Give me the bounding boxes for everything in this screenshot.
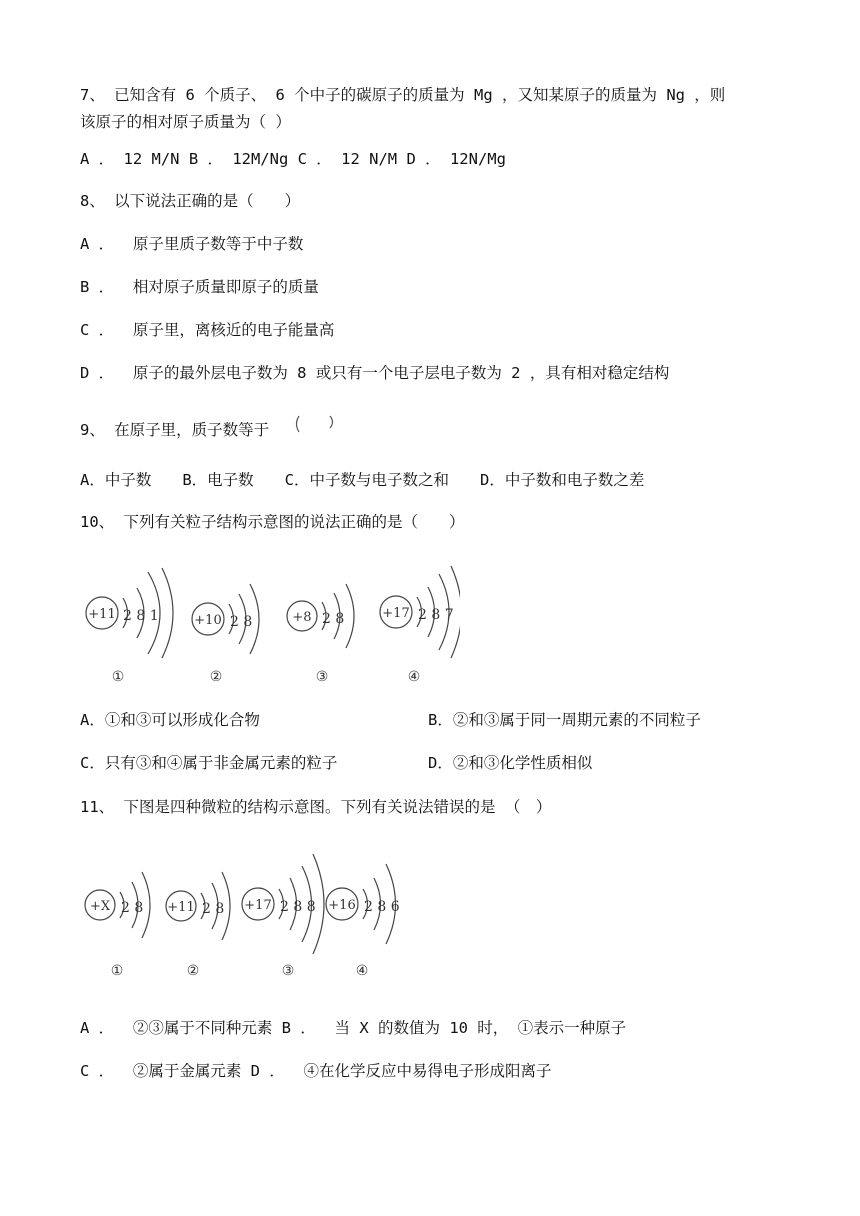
q10-electrons-4: 2 8 7 xyxy=(418,607,454,623)
q7-stem-line1: 7、 已知含有 6 个质子、 6 个中子的碳原子的质量为 Mg ，又知某原子的质量为 Ng ，则 xyxy=(80,86,726,104)
q10-atomic-structure-diagrams xyxy=(80,560,460,690)
q8-option-b: B ． 相对原子质量即原子的质量 xyxy=(80,278,319,296)
q10-stem: 10、 下列有关粒子结构示意图的说法正确的是（ ） xyxy=(80,513,465,531)
answer-blank-parentheses xyxy=(292,412,352,438)
q7-stem-line2: 该原子的相对原子质量为（ ） xyxy=(80,113,291,131)
q10-option-a: A．①和③可以形成化合物 xyxy=(80,711,260,729)
q11-nucleus-4: +16 xyxy=(328,898,356,913)
q11-options-a-b: A ． ②③属于不同种元素 B ． 当 X 的数值为 10 时， ①表示一种原子 xyxy=(80,1019,627,1037)
q10-label-4: ④ xyxy=(407,669,421,685)
q11-nucleus-2: +11 xyxy=(167,900,195,915)
q10-label-2: ② xyxy=(209,669,223,685)
q11-electrons-3: 2 8 8 xyxy=(280,899,316,915)
q10-label-3: ③ xyxy=(315,669,329,685)
q11-label-1: ① xyxy=(110,963,124,979)
q10-electrons-1: 2 8 1 xyxy=(123,608,159,624)
q11-atomic-structure-diagrams xyxy=(80,848,410,983)
q9-stem: 9、 在原子里，质子数等于 xyxy=(80,421,270,439)
q11-nucleus-1: +X xyxy=(89,899,111,914)
q10-option-d: D．②和③化学性质相似 xyxy=(428,754,593,772)
q10-option-c: C．只有③和④属于非金属元素的粒子 xyxy=(80,754,338,772)
q11-electrons-4: 2 8 6 xyxy=(364,899,400,915)
q11-label-2: ② xyxy=(186,963,200,979)
q9-options: A．中子数 B．电子数 C．中子数与电子数之和 D．中子数和电子数之差 xyxy=(80,471,645,489)
q7-options: A ． 12 M/N B ． 12M/Ng C ． 12 N/M D ． 12N/Mg xyxy=(80,150,506,168)
q8-option-a: A ． 原子里质子数等于中子数 xyxy=(80,235,304,253)
q10-label-1: ① xyxy=(111,669,125,685)
q11-options-c-d: C ． ②属于金属元素 D ． ④在化学反应中易得电子形成阳离子 xyxy=(80,1062,552,1080)
q10-nucleus-4: +17 xyxy=(382,606,410,621)
q11-nucleus-3: +17 xyxy=(244,898,272,913)
q10-electrons-2: 2 8 xyxy=(230,614,253,630)
q11-stem: 11、 下图是四种微粒的结构示意图。下列有关说法错误的是 （ ） xyxy=(80,798,552,816)
q11-label-4: ④ xyxy=(355,963,369,979)
q11-label-3: ③ xyxy=(281,963,295,979)
q10-option-b: B．②和③属于同一周期元素的不同粒子 xyxy=(428,711,701,729)
q8-option-d: D ． 原子的最外层电子数为 8 或只有一个电子层电子数为 2 ，具有相对稳定结构 xyxy=(80,364,670,382)
q10-nucleus-1: +11 xyxy=(88,607,116,622)
q10-nucleus-2: +10 xyxy=(194,613,222,628)
q11-electrons-1: 2 8 xyxy=(121,900,144,916)
q11-electrons-2: 2 8 xyxy=(202,901,225,917)
q10-nucleus-3: +8 xyxy=(292,610,312,625)
q8-stem: 8、 以下说法正确的是（ ） xyxy=(80,192,301,210)
q10-electrons-3: 2 8 xyxy=(322,611,345,627)
q8-option-c: C ． 原子里，离核近的电子能量高 xyxy=(80,321,335,339)
